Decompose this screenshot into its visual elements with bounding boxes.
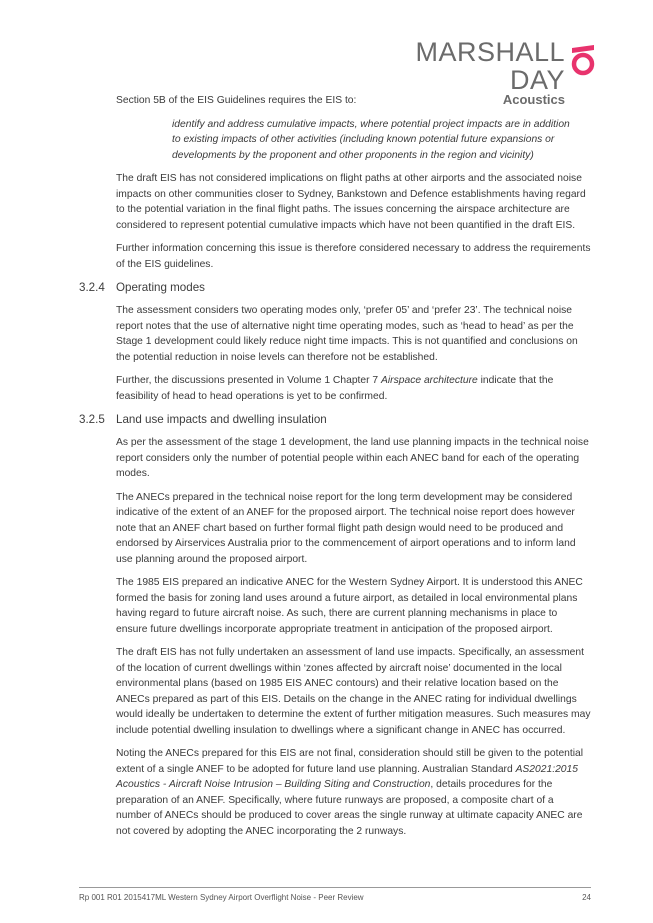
logo-subtitle: Acoustics xyxy=(502,92,565,107)
emphasis-text: Airspace architecture xyxy=(381,375,478,386)
section-title: Operating modes xyxy=(116,281,205,294)
section-number: 3.2.4 xyxy=(79,281,105,294)
page-content xyxy=(79,93,591,847)
guideline-quote: identify and address cumulative impacts, where potential project impacts are in addition to existing impacts of other activities (including known potential future expansions or developments by the proponent and other proponents in the region and vicinity) xyxy=(172,118,570,161)
section-number: 3.2.5 xyxy=(79,413,105,426)
paragraph: Further information concerning this issue is therefore considered necessary to address the requirements of the EIS guidelines. xyxy=(116,243,591,270)
company-logo xyxy=(357,37,597,107)
section-heading-3-2-5 xyxy=(79,412,591,427)
paragraph: The ANECs prepared in the technical noise report for the long term development may be considered indicative of the extent of an ANEF for the proposed airport. The technical noise report does however note that an ANEF chart based on further formal flight path design would need to be produced and endorsed by Airservices Australia prior to the commencement of airport operations and to inform land use planning around the proposed airport. xyxy=(116,491,576,565)
paragraph: The draft EIS has not considered implications on flight paths at other airports and the associated noise impacts on other communities closer to Sydney, Bankstown and Defence establishments having regard to the potential variation in the final flight paths. The issues concerning the airspace architecture are considered to represent potential cumulative impacts which have not been quantified in the draft EIS. xyxy=(116,173,586,231)
logo-name: MARSHALL DAY xyxy=(415,37,565,95)
standard-title: AS2021:2015 Acoustics - Aircraft Noise Intrusion – Building Siting and Construction xyxy=(116,763,578,790)
section-title: Land use impacts and dwelling insulation xyxy=(116,413,327,426)
paragraph: The assessment considers two operating modes only, ‘prefer 05’ and ‘prefer 23’. The technical noise report notes that the use of alternative night time operating modes, such as ‘head to head’ as per the Stage 1 development could likely reduce night time impacts. This is not quantified and conclusions on the potential reduction in noise levels can therefore not be established. xyxy=(116,305,578,363)
paragraph: Further, the discussions presented in Volume 1 Chapter 7 Airspace architecture indicate that the feasibility of head to head operations is yet to be confirmed. xyxy=(116,375,554,402)
paragraph: Noting the ANECs prepared for this EIS are not final, consideration should still be given to the potential extent of a single ANEF to be adopted for future land use planning. Australian Standard AS2021:2015 Acoustics - Aircraft Noise Intrusion – Building Siting and Construction, details procedures for the preparation of an ANEF. Specifically, where future runways are proposed, a composite chart of a number of ANECs should be produced to cover areas the single runway at ultimate capacity ANEC are not covered by adopting the ANEC incorporating the 2 runways. xyxy=(116,748,584,837)
section-heading-3-2-4 xyxy=(79,280,591,295)
logo-mark-icon xyxy=(569,44,597,76)
paragraph: The draft EIS has not fully undertaken an assessment of land use impacts. Specifically, an assessment of the location of current dwellings within ‘zones affected by aircraft noise’ documented in the local environmental plans (based on 1985 EIS ANEC contours) and their relative location based on the ANECs prepared as part of this EIS. Details on the change in the ANEC rating for individual dwellings would ideally be undertaken to determine the extent of further mitigation measures. Such measures may include potential dwelling insulation to dwellings where a significant change in ANEC has occurred. xyxy=(116,647,591,736)
page-footer xyxy=(79,887,591,902)
footer-document-ref: Rp 001 R01 2015417ML Western Sydney Airport Overflight Noise - Peer Review xyxy=(79,893,364,902)
paragraph: The 1985 EIS prepared an indicative ANEC for the Western Sydney Airport. It is understood this ANEC formed the basis for zoning land uses around a future airport, as detailed in local environmental plans having regard to future aircraft noise. As such, there are current planning mechanisms in place to ensure future dwellings incorporate appropriate treatment in anticipation of the proposed airport. xyxy=(116,577,583,635)
paragraph: As per the assessment of the stage 1 development, the land use planning impacts in the technical noise report considers only the number of potential people within each ANEC band for each of the operating modes. xyxy=(116,437,589,479)
page-number: 24 xyxy=(582,893,591,902)
paragraph: Section 5B of the EIS Guidelines requires the EIS to: xyxy=(116,95,357,106)
